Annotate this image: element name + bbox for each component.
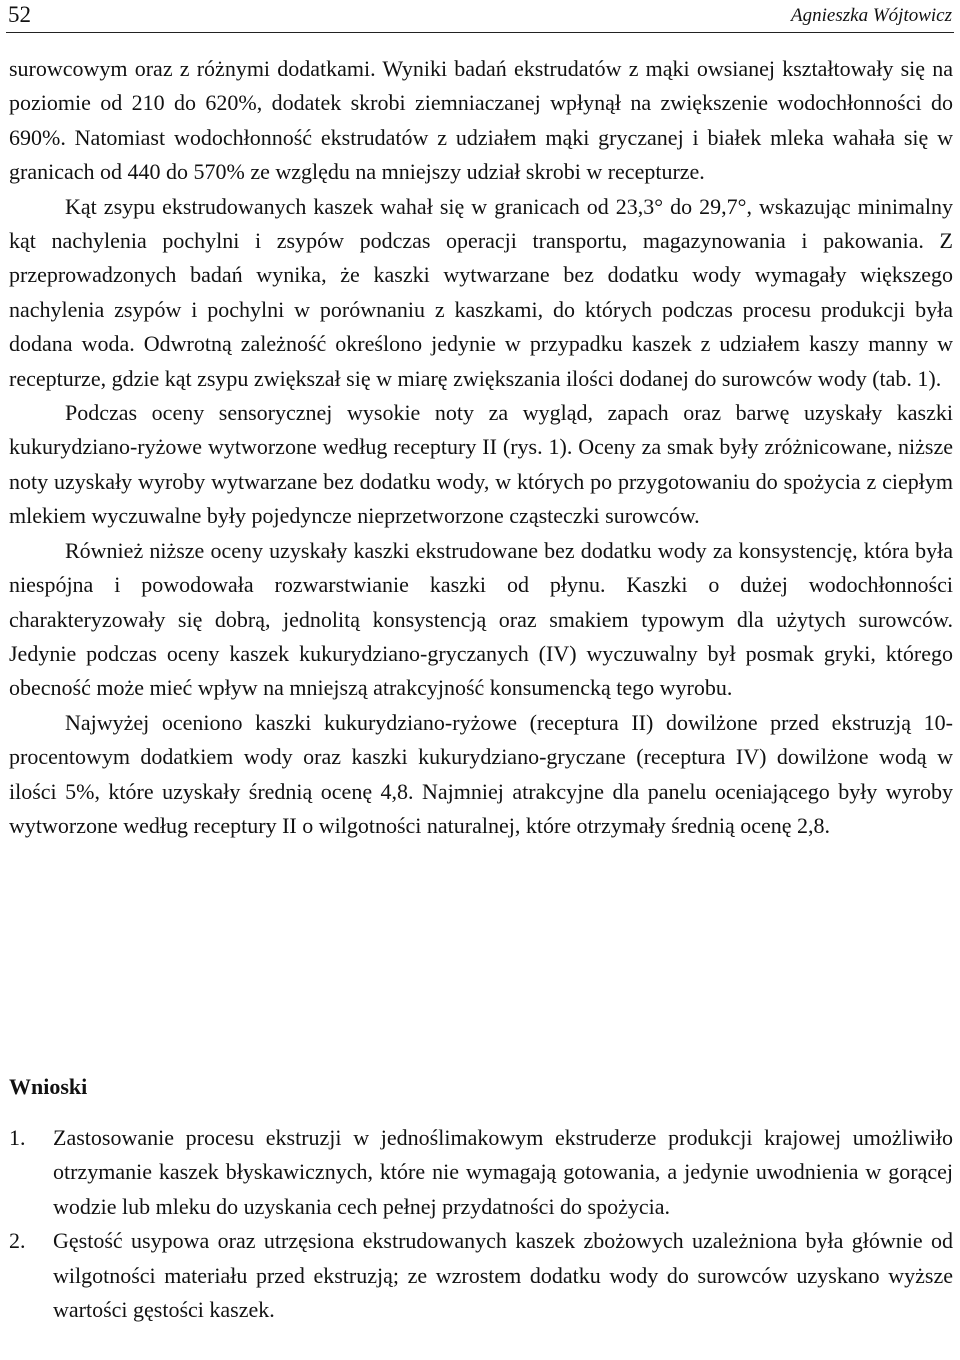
page-number: 52 [8,2,31,27]
conclusions-list [9,1121,953,1327]
paragraph: Kąt zsypu ekstrudowanych kaszek wahał się w granicach od 23,3° do 29,7°, wskazując minimalny kąt nachylenia pochylni i zsypów podczas operacji transportu, magazynowania i pakowania. Z przeprowadzonych badań wynika, że kaszki wytwarzane bez dodatku wody wymagały większego nachylenia zsypów i pochylni w porównaniu z kaszkami, do których podczas procesu produkcji była dodana woda. Odwrotną zależność określono jedynie w przypadku kaszek z udziałem kaszy manny w recepturze, gdzie kąt zsypu zwiększał się w miarę zwiększania ilości dodanej do surowców wody (tab. 1). [9,193,953,391]
page-header [6,0,954,33]
paragraph: Również niższe oceny uzyskały kaszki ekstrudowane bez dodatku wody za konsystencję, która była niespójna i powodowała rozwarstwianie kaszki od płynu. Kaszki o dużej wodochłonności charakteryzowały się dobrą, jednolitą konsystencją oraz smakiem typowym dla użytych surowców. Jedynie podczas oceny kaszek kukurydziano-gryczanych (IV) wyczuwalny był posmak gryki, którego obecność może mieć wpływ na mniejszą atrakcyjność konsumencką tego wyrobu. [9,537,953,701]
list-item-number: 2. [9,1228,26,1254]
paragraph: Najwyżej oceniono kaszki kukurydziano-ryżowe (receptura II) dowilżone przed ekstruzją 10-procentowym dodatkiem wody oraz kaszki kukurydziano-gryczane (receptura IV) dowilżone wodą w ilości 5%, które uzyskały średnią ocenę 4,8. Najmniej atrakcyjne dla panelu oceniającego były wyroby wytworzone według receptury II o wilgotności naturalnej, które otrzymały średnią ocenę 2,8. [9,709,953,838]
section-heading-conclusions: Wnioski [9,1074,88,1099]
list-item-number: 1. [9,1125,26,1150]
paragraph: surowcowym oraz z różnymi dodatkami. Wyniki badań ekstrudatów z mąki owsianej kształtowały się na poziomie od 210 do 620%, dodatek skrobi ziemniaczanej wpłynął na zwiększenie wodochłonności do 690%. Natomiast wodochłonność ekstrudatów z udziałem mąki gryczanej i białek mleka wahała się w granicach od 440 do 570% ze względu na mniejszy udział skrobi w recepturze. [9,56,953,185]
list-item [9,1224,953,1327]
paragraph: Podczas oceny sensorycznej wysokie noty za wygląd, zapach oraz barwę uzyskały kaszki kukurydziano-ryżowe wytworzone według receptury II (rys. 1). Oceny za smak były zróżnicowane, niższe noty uzyskały wyroby wytwarzane bez dodatku wody, w których po przygotowaniu do spożycia z ciepłym mlekiem wyczuwalne były pojedyncze nieprzetworzone cząsteczki surowców. [9,400,953,529]
running-head-author: Agnieszka Wójtowicz [791,5,952,26]
main-text [9,52,953,843]
list-item-text: Zastosowanie procesu ekstruzji w jednoślimakowym ekstruderze produkcji krajowej umożliwiło otrzymanie kaszek błyskawicznych, które nie wymagają gotowania, a jedynie uwodnienia w gorącej wodzie lub mleku do uzyskania cech pełnej przydatności do spożycia. [53,1125,953,1219]
list-item [9,1121,953,1224]
list-item-text: Gęstość usypowa oraz utrzęsiona ekstrudowanych kaszek zbożowych uzależniona była głównie od wilgotności materiału przed ekstruzją; ze wzrostem dodatku wody do surowców uzyskano wyższe wartości gęstości kaszek. [53,1228,953,1323]
